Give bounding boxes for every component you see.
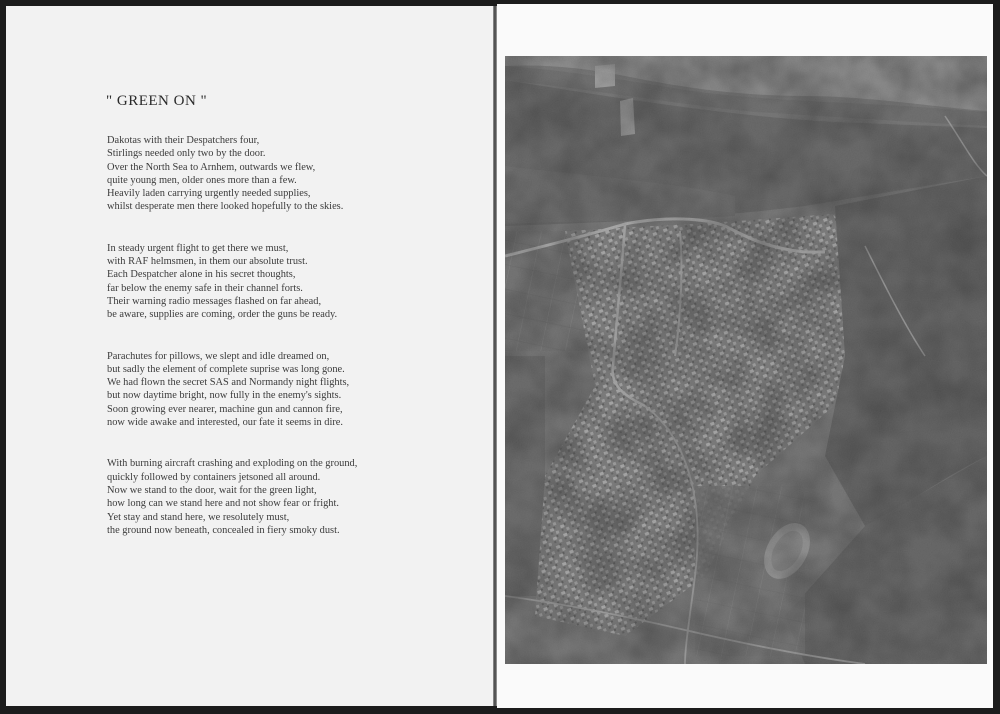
poem-line: Soon growing ever nearer, machine gun and cannon fire, [107, 403, 343, 415]
poem-line: quickly followed by containers jetsoned all around. [107, 471, 321, 483]
poem-line: Stirlings needed only two by the door. [107, 148, 266, 160]
poem-line: whilst desperate men there looked hopefully to the skies. [107, 201, 344, 213]
poem-line: Yet stay and stand here, we resolutely must, [107, 511, 290, 523]
poem-line: We had flown the secret SAS and Normandy night flights, [107, 377, 350, 389]
stanza [107, 457, 447, 537]
poem-line: now wide awake and interested, our fate it seems in dire. [107, 417, 344, 429]
poem-line: Over the North Sea to Arnhem, outwards we flew, [107, 161, 316, 173]
poem-line: Parachutes for pillows, we slept and idle dreamed on, [107, 350, 330, 362]
poem-body [107, 134, 447, 565]
poem-line: the ground now beneath, concealed in fiery smoky dust. [107, 524, 340, 536]
poem-line: how long can we stand here and not show fear or fright. [107, 498, 339, 510]
poem-line: Each Despatcher alone in his secret thoughts, [107, 269, 296, 281]
poem-title: " GREEN ON " [106, 93, 208, 109]
poem-line: far below the enemy safe in their channel forts. [107, 282, 303, 294]
poem-line: but now daytime bright, now fully in the enemy's sights. [107, 390, 342, 402]
poem-line: Their warning radio messages flashed on far ahead, [107, 295, 322, 307]
aerial-photo-drawing [505, 56, 987, 664]
stanza [107, 350, 447, 430]
poem-line: In steady urgent flight to get there we must, [107, 242, 289, 254]
poem-line: Dakotas with their Despatchers four, [107, 135, 260, 146]
poem-line: with RAF helmsmen, in them our absolute trust. [107, 256, 308, 268]
stanza [107, 242, 447, 322]
aerial-photograph [505, 56, 987, 664]
stanza [107, 134, 447, 214]
poem-line: but sadly the element of complete suprise was long gone. [107, 363, 345, 375]
poem-line: be aware, supplies are coming, order the guns be ready. [107, 309, 338, 321]
poem-line: With burning aircraft crashing and exploding on the ground, [107, 458, 358, 470]
poem-line: quite young men, older ones more than a few. [107, 174, 297, 186]
poem-line: Heavily laden carrying urgently needed supplies, [107, 188, 311, 200]
poem-line: Now we stand to the door, wait for the green light, [107, 484, 317, 496]
